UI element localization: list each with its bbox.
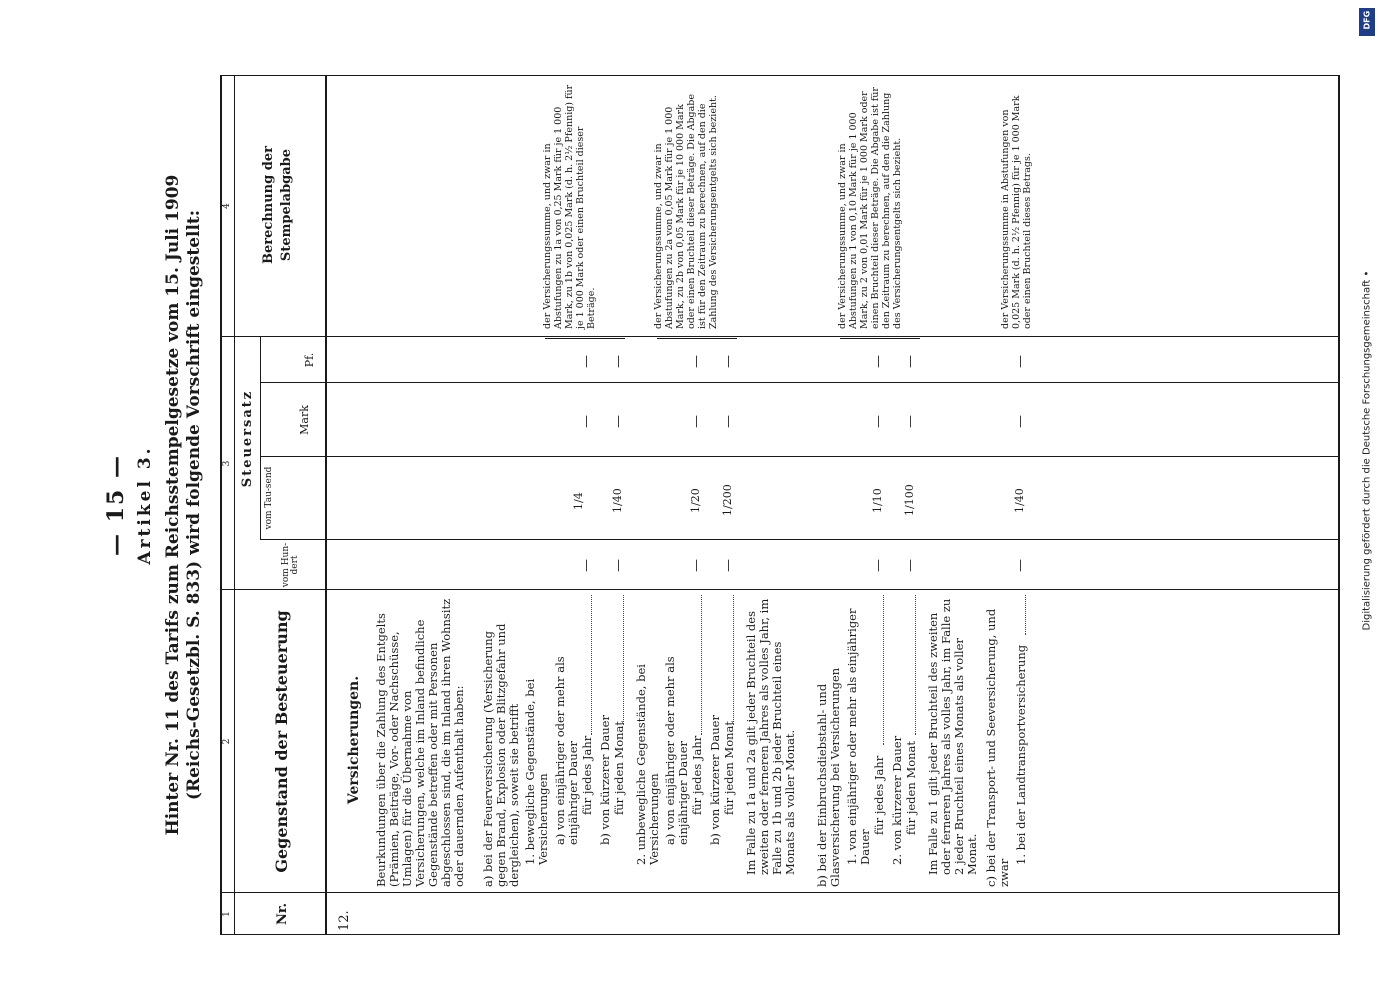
col-divider-3b <box>260 456 1340 457</box>
item-c1: 1. bei der Landtransportversicherung <box>1014 644 1028 865</box>
header-vom-tausend: vom Tau-send <box>264 466 274 530</box>
item-b1: 1. von einjähriger oder mehr als einjähriger Dauer <box>845 608 872 865</box>
header-vom-hundert: vom Hun-dert <box>281 542 300 588</box>
dash-mark-a2a: — <box>689 415 704 428</box>
digitization-sidebar <box>1357 0 1379 1000</box>
tariff-table <box>220 75 1340 935</box>
rate-a2b: 1/200 <box>721 484 734 516</box>
digitization-credit: Digitalisierung gefördert durch die Deutsche Forschungsgemeinschaft • <box>1361 270 1373 631</box>
steuersatz-subrule <box>260 337 261 540</box>
dash-hundert-a2b: — <box>721 559 736 572</box>
rate-b1: 1/10 <box>871 488 884 513</box>
item-a: a) bei der Feuerversicherung (Versicherung gegen Brand, Explosion oder Blitzgefahr und dergleichen), soweit sie betrifft <box>481 623 521 887</box>
article-intro <box>163 75 205 935</box>
dash-mark-a1b: — <box>611 415 626 428</box>
leader-dots <box>689 595 702 735</box>
col-divider-4 <box>220 336 1340 337</box>
item-b1-sub: für jedes Jahr <box>872 755 886 835</box>
rate-a2a: 1/20 <box>689 488 702 513</box>
section-title: Versicherungen. <box>346 675 362 805</box>
rate-a1b: 1/40 <box>611 488 624 513</box>
intro-line-2: (Reichs-Gesetzbl. S. 833) wird folgende Vorschrift eingestellt: <box>184 209 204 801</box>
colnum-4: 4 <box>222 203 232 209</box>
colnum-1: 1 <box>222 911 232 917</box>
table-left-border <box>220 934 1340 935</box>
dash-hundert-a1a: — <box>579 559 594 572</box>
brace-a1 <box>545 334 625 339</box>
dash-pf-a1b: — <box>611 355 626 368</box>
item-b2-sub: für jeden Monat <box>904 741 918 835</box>
header-nr: Nr. <box>275 902 290 926</box>
col-divider-3c <box>260 382 1340 383</box>
header-gegenstand: Gegenstand der Besteuerung <box>272 610 291 873</box>
item-a1b-sub: für jeden Monat <box>612 721 626 815</box>
dash-pf-c1: — <box>1013 355 1028 368</box>
document-page <box>95 75 1345 935</box>
dash-pf-b1: — <box>871 355 886 368</box>
dash-pf-b2: — <box>903 355 918 368</box>
dash-pf-a2b: — <box>721 355 736 368</box>
item-b-note: Im Falle zu 1 gilt jeder Bruchteil des zweiten oder ferneren Jahres als volles Jahr, im Falle zu 2 jeder Bruchteil eines Monats als voller Monat. <box>926 598 979 875</box>
brace-a2 <box>657 334 737 339</box>
dash-mark-b2: — <box>903 415 918 428</box>
item-a2: 2. unbewegliche Gegenstände, bei Versicherungen <box>634 664 661 865</box>
dash-hundert-a2a: — <box>689 559 704 572</box>
col-divider-1 <box>220 892 1340 893</box>
rate-c1: 1/40 <box>1013 488 1026 513</box>
item-a2a: a) von einjähriger oder mehr als einjähriger Dauer <box>663 656 690 845</box>
dash-pf-a2a: — <box>689 355 704 368</box>
leader-dots <box>611 595 624 725</box>
header-steuersatz: Steuersatz <box>240 389 255 488</box>
item-a2b-sub: für jeden Monat <box>722 721 736 815</box>
intro-line-1: Hinter Nr. 11 des Tarifs zum Reichsstempelgesetze vom 15. Juli 1909 <box>163 174 183 836</box>
header-berechnung: Berechnung der Stempelabgabe <box>261 146 294 264</box>
leader-dots <box>871 595 884 745</box>
table-bottom-rule <box>1338 75 1340 935</box>
brace-b <box>840 334 920 339</box>
calc-a2: der Versicherungssumme, und zwar in Abstufungen zu 2a von 0,05 Mark für je 1 000 Mark, zu 2b von 0,05 Mark für je 10 000 Mark oder einen Bruchteil dieser Beträge. Die Abgabe ist für den Zeitraum zu berechnen, auf den die Zahlung des Versicherungsentgelts sich bezieht. <box>653 94 719 329</box>
item-a1a-sub: für jedes Jahr <box>580 735 594 815</box>
row-number: 12. <box>337 910 352 931</box>
dash-mark-a2b: — <box>721 415 736 428</box>
dfg-logo <box>1359 8 1375 36</box>
col-divider-3a <box>260 539 1340 540</box>
dash-hundert-b2: — <box>903 559 918 572</box>
colnum-3: 3 <box>222 460 232 467</box>
dash-hundert-b1: — <box>871 559 886 572</box>
item-a1b: b) von kürzerer Dauer <box>598 715 612 845</box>
dash-mark-b1: — <box>871 415 886 428</box>
item-a1: 1. bewegliche Gegenstände, bei Versicherungen <box>523 678 550 865</box>
leader-dots <box>903 595 916 735</box>
item-b2: 2. von kürzerer Dauer <box>890 735 904 865</box>
item-b: b) bei der Einbruchsdiebstahl- und Glasversicherung bei Versicherungen <box>815 667 842 887</box>
leader-dots <box>579 595 592 735</box>
colnum-2: 2 <box>222 738 232 745</box>
rate-b2: 1/100 <box>903 484 916 516</box>
leader-dots <box>1013 595 1026 635</box>
dfg-logo-text: DFG <box>1362 10 1372 30</box>
item-a-note: Im Falle zu 1a und 2a gilt jeder Bruchteil des zweiten oder ferneren Jahres als volles Jahr, im Falle zu 1b und 2b jeder Bruchteil eines Monats als voller Monat. <box>744 598 797 875</box>
rate-a1a: 1/4 <box>572 492 585 510</box>
colnum-rule <box>234 75 235 935</box>
dash-mark-a1a: — <box>579 415 594 428</box>
item-a2b: b) von kürzerer Dauer <box>708 715 722 845</box>
header-mark: Mark <box>298 405 311 435</box>
page-number: — 15 — <box>103 454 129 556</box>
col-divider-2 <box>220 589 1340 590</box>
header-pf: Pf. <box>303 352 316 368</box>
item-a1a: a) von einjähriger oder mehr als einjähriger Dauer <box>553 656 580 845</box>
article-heading: Artikel 3. <box>135 445 155 565</box>
header-rule <box>325 75 327 935</box>
item-a2a-sub: für jedes Jahr <box>690 735 704 815</box>
calc-b: der Versicherungssumme, und zwar in Abstufungen zu 1 von 0,10 Mark für je 1 000 Mark, zu 2 von 0,01 Mark für je 1 000 Mark oder einen Bruchteil dieser Beträge. Die Abgabe ist für den Zeitraum zu berechnen, auf den die Zahlung des Versicherungsentgelts sich bezieht. <box>837 87 903 329</box>
dash-hundert-a1b: — <box>611 559 626 572</box>
dash-pf-a1a: — <box>579 355 594 368</box>
item-c: c) bei der Transport- und Seeversicherung, und zwar <box>984 608 1011 887</box>
calc-a1: der Versicherungssumme, und zwar in Abstufungen zu 1a von 0,25 Mark für je 1 000 Mark, zu 1b von 0,025 Mark (d. h. 2½ Pfennig) für je 1 000 Mark oder einen Bruchteil dieser Beträge. <box>542 84 597 329</box>
dash-mark-c1: — <box>1013 415 1028 428</box>
calc-c1: der Versicherungssumme in Abstufungen von 0,025 Mark (d. h. 2½ Pfennig) für je 1 000 Mark oder einen Bruchteil dieses Betrags. <box>1000 95 1033 329</box>
dash-hundert-c1: — <box>1013 559 1028 572</box>
table-right-border <box>220 75 1340 76</box>
intro-text: Beurkundungen über die Zahlung des Entgelts (Prämien, Beiträge, Vor- oder Nachschüsse, Umlagen) für die Übernahme von Versicherungen, welche im Inland befindliche Gegenstände betreffen oder mit Personen abgeschlossen sind, die im Inland ihren Wohnsitz oder dauernden Aufenthalt haben: <box>374 598 466 887</box>
leader-dots <box>721 595 734 725</box>
